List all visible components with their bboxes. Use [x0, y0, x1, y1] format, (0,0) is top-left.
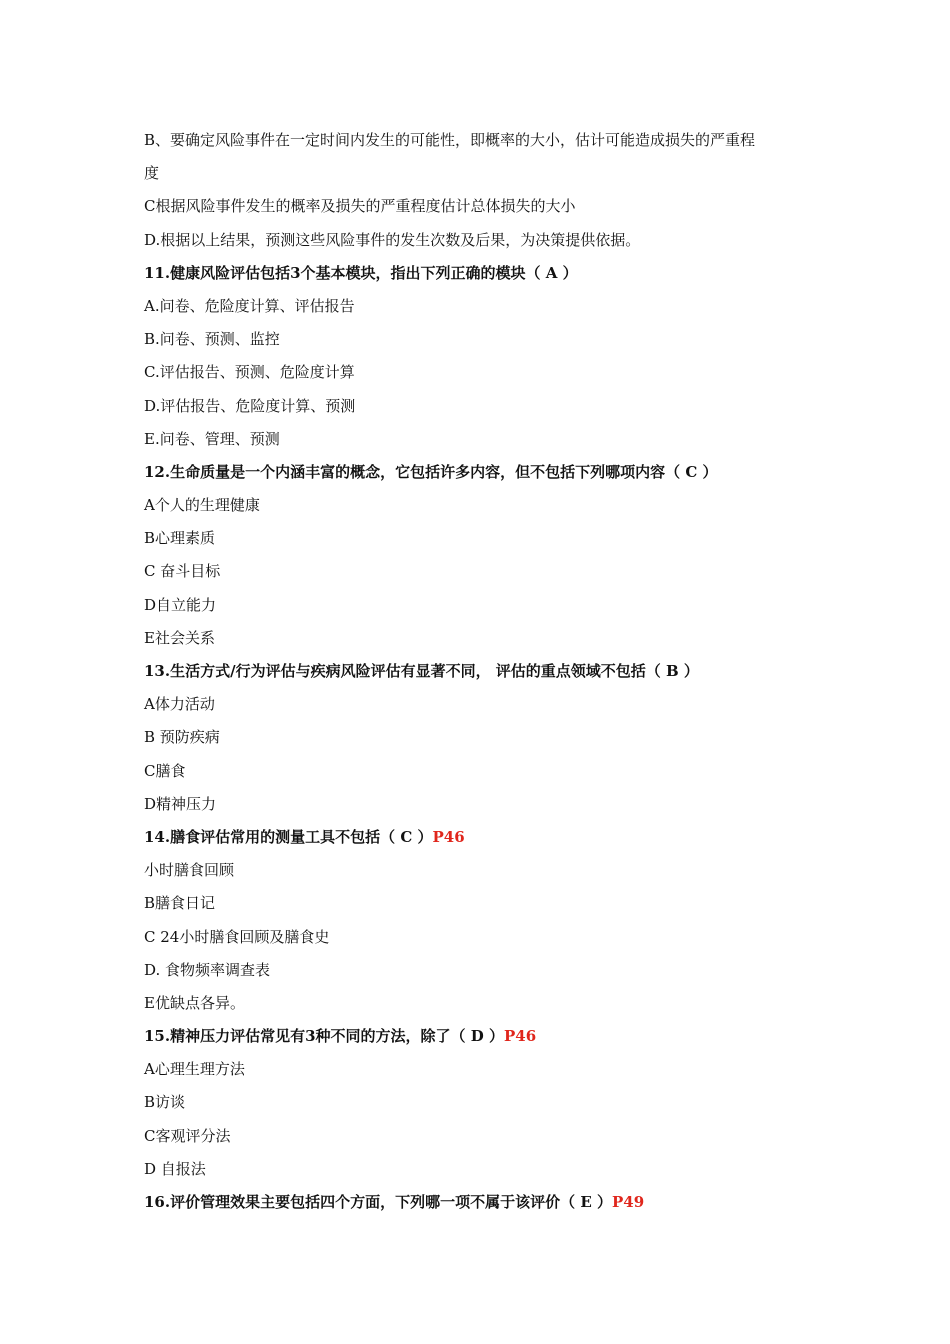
line-text: C根据风险事件发生的概率及损失的严重程度估计总体损失的大小: [144, 197, 576, 216]
line-text: E.问卷、管理、预测: [144, 429, 280, 448]
line-text: E优缺点各异。: [144, 993, 245, 1012]
line-text: E社会关系: [144, 628, 215, 647]
option-line: [144, 1053, 824, 1086]
option-line: [144, 555, 824, 588]
line-text: 度: [144, 164, 160, 183]
option-line: [144, 356, 824, 389]
option-line: [144, 887, 824, 920]
page-reference: P49: [611, 1193, 645, 1211]
option-line: [144, 423, 824, 456]
line-text: D.根据以上结果，预测这些风险事件的发生次数及后果，为决策提供依据。: [144, 230, 641, 249]
line-text: B访谈: [144, 1093, 186, 1112]
line-text: D自立能力: [144, 595, 217, 614]
option-line: [144, 323, 824, 356]
option-line: [144, 290, 824, 323]
option-line: [144, 954, 824, 987]
option-line: [144, 157, 824, 190]
option-line: [144, 522, 824, 555]
line-text: A体力活动: [144, 695, 215, 714]
option-line: [144, 124, 824, 157]
page-reference: P46: [432, 827, 465, 846]
line-text: 11.健康风险评估包括3个基本模块，指出下列正确的模块（ A ）: [144, 263, 578, 282]
question-line: [144, 257, 824, 290]
option-line: [144, 390, 824, 423]
option-line: [144, 854, 824, 887]
line-text: 16.评价管理效果主要包括四个方面，下列哪一项不属于该评价（ E ）: [144, 1193, 612, 1211]
option-line: [144, 1120, 824, 1153]
line-text: B、要确定风险事件在一定时间内发生的可能性，即概率的大小，估计可能造成损失的严重程: [144, 131, 756, 149]
line-text: D 自报法: [144, 1159, 206, 1178]
question-line: [144, 655, 824, 688]
line-text: C.评估报告、预测、危险度计算: [144, 363, 355, 382]
option-line: [144, 688, 824, 721]
line-text: 14.膳食评估常用的测量工具不包括（ C ）: [144, 827, 433, 846]
line-text: 15.精神压力评估常见有3种不同的方法，除了（ D ）: [144, 1027, 504, 1046]
option-line: [144, 788, 824, 821]
option-line: [144, 489, 824, 522]
question-line: [144, 456, 824, 489]
option-line: [144, 589, 824, 622]
line-text: D精神压力: [144, 794, 217, 813]
line-text: C 奋斗目标: [144, 562, 221, 581]
option-line: [144, 190, 824, 223]
line-text: D. 食物频率调查表: [144, 960, 271, 979]
line-text: A心理生理方法: [144, 1060, 245, 1079]
line-text: C 24小时膳食回顾及膳食史: [144, 927, 330, 946]
line-text: C膳食: [144, 761, 186, 780]
option-line: [144, 921, 824, 954]
line-text: 13.生活方式/行为评估与疾病风险评估有显著不同， 评估的重点领域不包括（ B ）: [144, 662, 699, 680]
question-line: [144, 1020, 824, 1053]
line-text: B膳食日记: [144, 894, 216, 913]
line-text: B.问卷、预测、监控: [144, 330, 280, 349]
question-line: [144, 821, 824, 854]
option-line: [144, 1153, 824, 1186]
line-text: A.问卷、危险度计算、评估报告: [144, 296, 355, 315]
option-line: [144, 987, 824, 1020]
question-line: [144, 1186, 824, 1219]
document-body: [144, 124, 824, 1219]
option-line: [144, 721, 824, 754]
line-text: D.评估报告、危险度计算、预测: [144, 396, 356, 415]
line-text: 小时膳食回顾: [144, 861, 235, 880]
option-line: [144, 755, 824, 788]
option-line: [144, 622, 824, 655]
line-text: B心理素质: [144, 529, 216, 548]
option-line: [144, 1086, 824, 1119]
line-text: B 预防疾病: [144, 728, 220, 747]
line-text: C客观评分法: [144, 1126, 231, 1145]
line-text: A个人的生理健康: [144, 496, 260, 515]
line-text: 12.生命质量是一个内涵丰富的概念，它包括许多内容，但不包括下列哪项内容（ C ）: [144, 462, 718, 481]
option-line: [144, 224, 824, 257]
page-reference: P46: [504, 1027, 537, 1046]
